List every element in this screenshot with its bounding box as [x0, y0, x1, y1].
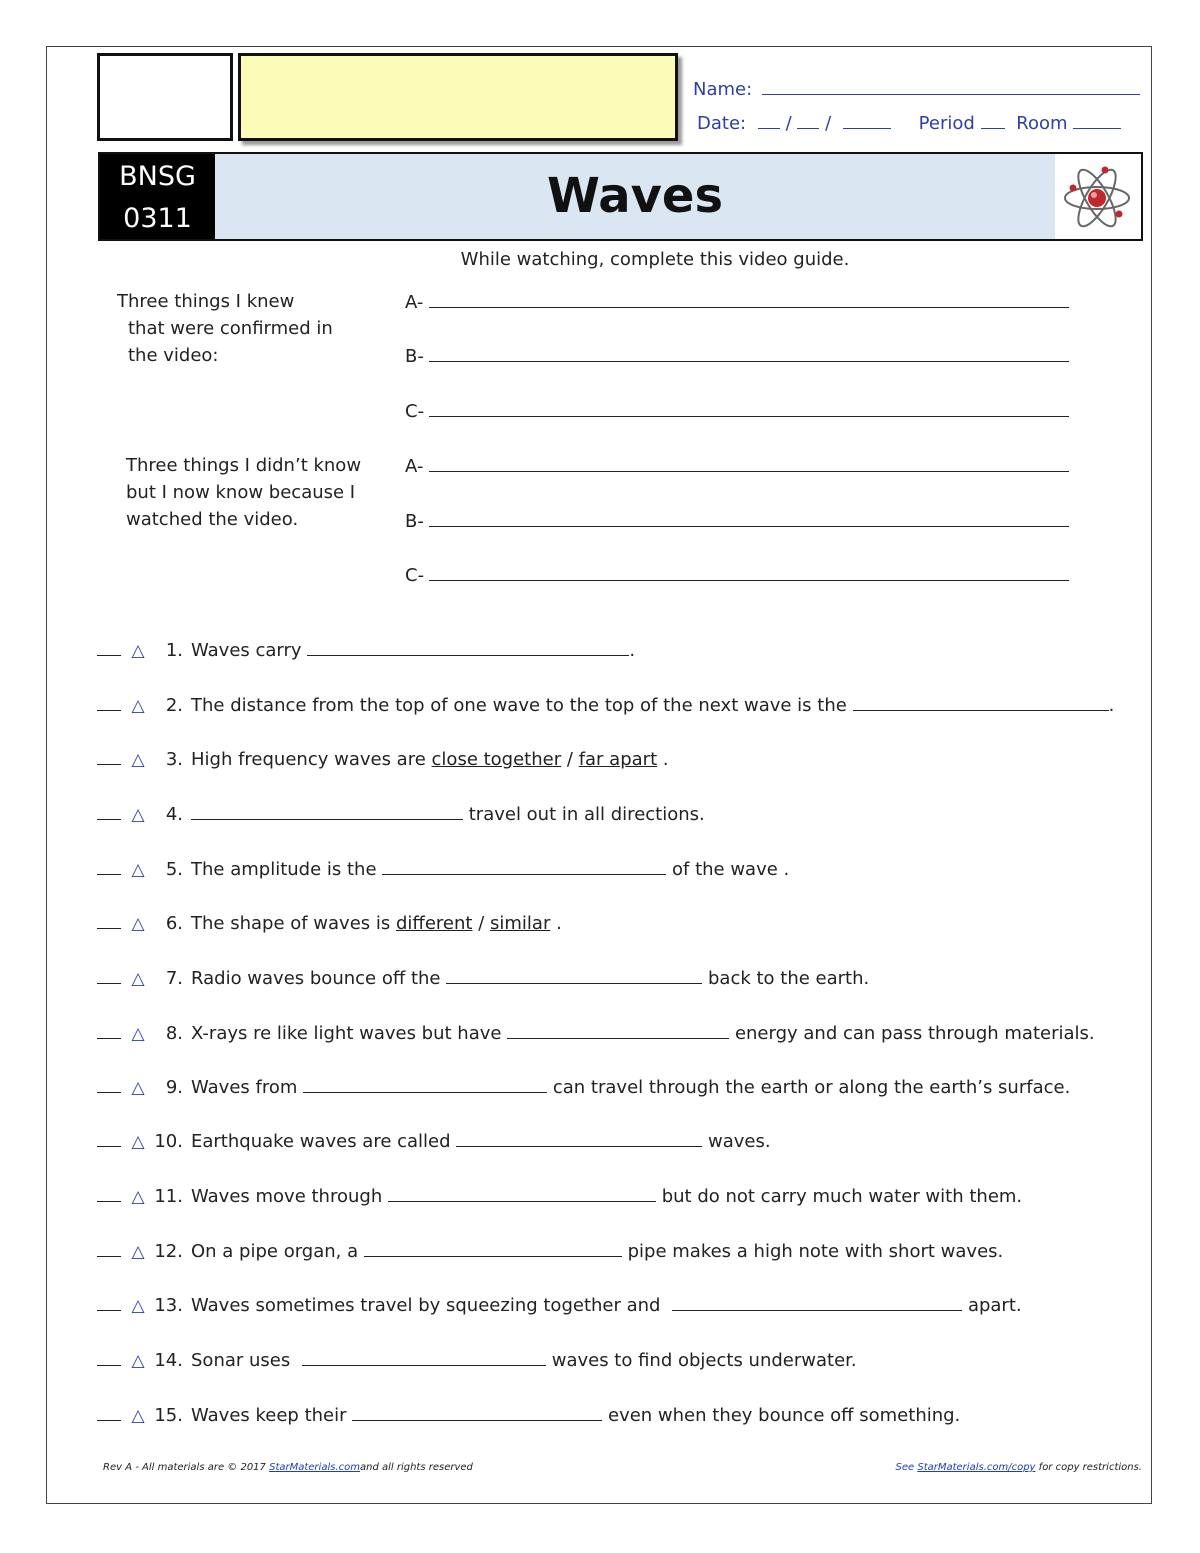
- question-number: 10.: [154, 1131, 183, 1152]
- question-4: [97, 804, 705, 825]
- answer-line[interactable]: [429, 292, 1069, 308]
- didnt-know-prompt: [126, 452, 361, 533]
- atom-box: [1055, 154, 1141, 239]
- didnt-line-1: Three things I didn’t know: [126, 455, 362, 476]
- question-tail: even when they bounce off something.: [608, 1405, 961, 1426]
- answer-label: B-: [405, 346, 424, 367]
- question-2: [97, 695, 1114, 716]
- choice-different[interactable]: different: [396, 913, 473, 934]
- question-number: 5.: [165, 859, 183, 880]
- question-text: The amplitude is the: [191, 859, 377, 880]
- answer-blank[interactable]: [303, 1078, 547, 1093]
- answer-blank[interactable]: [307, 641, 629, 656]
- answer-line[interactable]: [429, 511, 1069, 527]
- triangle-icon: △: [131, 750, 145, 770]
- code-line-1: BNSG: [119, 161, 196, 192]
- footer-copyright: Rev A - All materials are © 2017: [103, 1462, 266, 1473]
- question-tail: waves.: [708, 1131, 771, 1152]
- question-text: The shape of waves is: [191, 913, 391, 934]
- triangle-icon: △: [131, 1242, 145, 1262]
- title-bar: [98, 152, 1143, 241]
- score-blank[interactable]: [97, 1408, 121, 1421]
- triangle-icon: △: [131, 1296, 145, 1316]
- instructions: While watching, complete this video guide.: [460, 249, 850, 270]
- room-label: Room: [1016, 113, 1068, 134]
- question-15: [97, 1405, 960, 1426]
- question-number: 14.: [154, 1350, 183, 1371]
- period-label: Period: [918, 113, 975, 134]
- question-number: 8.: [165, 1023, 183, 1044]
- question-text: X-rays re like light waves but have: [191, 1023, 502, 1044]
- score-blank[interactable]: [97, 698, 121, 711]
- answer-blank[interactable]: [446, 969, 702, 984]
- knew-answer-a[interactable]: [405, 292, 1069, 313]
- question-text: On a pipe organ, a: [191, 1241, 359, 1262]
- triangle-icon: △: [131, 1351, 145, 1371]
- knew-answer-c[interactable]: [405, 401, 1069, 422]
- question-8: [97, 1023, 1095, 1044]
- answer-blank[interactable]: [364, 1242, 622, 1257]
- answer-line[interactable]: [429, 401, 1069, 417]
- score-blank[interactable]: [97, 1080, 121, 1093]
- question-tail: energy and can pass through materials.: [734, 1023, 1095, 1044]
- question-6: [97, 913, 562, 934]
- answer-blank[interactable]: [388, 1187, 656, 1202]
- score-blank[interactable]: [97, 1189, 121, 1202]
- question-tail: .: [662, 749, 669, 770]
- question-number: 15.: [154, 1405, 183, 1426]
- knew-prompt: [117, 288, 333, 369]
- answer-label: A-: [405, 456, 424, 477]
- answer-label: B-: [405, 511, 424, 532]
- footer-rights: and all rights reserved: [359, 1462, 473, 1473]
- question-13: [97, 1295, 1022, 1316]
- choice-similar[interactable]: similar: [490, 913, 551, 934]
- date-row: [697, 112, 1121, 134]
- date-sep-2: /: [825, 113, 832, 134]
- name-highlight-box: [238, 53, 678, 141]
- room-field[interactable]: [1073, 112, 1121, 129]
- question-number: 9.: [165, 1077, 183, 1098]
- answer-label: C-: [405, 565, 425, 586]
- question-text: Waves from: [191, 1077, 298, 1098]
- didnt-line-2: but I now know because I: [126, 482, 356, 503]
- question-tail: pipe makes a high note with short waves.: [627, 1241, 1004, 1262]
- question-5: [97, 859, 789, 880]
- score-blank[interactable]: [97, 971, 121, 984]
- knew-line-2: that were confirmed in: [128, 318, 333, 339]
- triangle-icon: △: [131, 1132, 145, 1152]
- question-12: [97, 1241, 1003, 1262]
- question-3: [97, 749, 669, 770]
- question-number: 12.: [154, 1241, 183, 1262]
- didnt-line-3: watched the video.: [126, 509, 299, 530]
- question-tail: of the wave .: [672, 859, 790, 880]
- question-number: 11.: [154, 1186, 183, 1207]
- question-tail: travel out in all directions.: [468, 804, 705, 825]
- answer-label: A-: [405, 292, 424, 313]
- blank-box: [97, 53, 233, 141]
- answer-line[interactable]: [429, 346, 1069, 362]
- answer-line[interactable]: [429, 456, 1069, 472]
- triangle-icon: △: [131, 914, 145, 934]
- name-field[interactable]: [762, 78, 1140, 95]
- date-sep-1: /: [785, 113, 792, 134]
- footer-restrictions: for copy restrictions.: [1038, 1462, 1142, 1473]
- question-10: [97, 1131, 771, 1152]
- score-blank[interactable]: [97, 807, 121, 820]
- question-tail: .: [629, 640, 636, 661]
- triangle-icon: △: [131, 969, 145, 989]
- question-number: 13.: [154, 1295, 183, 1316]
- date-month-field[interactable]: [758, 112, 780, 129]
- answer-blank[interactable]: [191, 805, 463, 820]
- period-field[interactable]: [981, 112, 1005, 129]
- question-tail: apart.: [967, 1295, 1022, 1316]
- score-blank[interactable]: [97, 752, 121, 765]
- score-blank[interactable]: [97, 1026, 121, 1039]
- triangle-icon: △: [131, 1406, 145, 1426]
- question-number: 3.: [165, 749, 183, 770]
- choice-close-together[interactable]: close together: [431, 749, 562, 770]
- question-text: High frequency waves are: [191, 749, 426, 770]
- atom-icon: [1061, 162, 1133, 234]
- question-text: The distance from the top of one wave to the top of the next wave is the: [191, 695, 847, 716]
- question-tail: waves to find objects underwater.: [551, 1350, 857, 1371]
- question-number: 1.: [165, 640, 183, 661]
- question-1: [97, 640, 635, 661]
- question-11: [97, 1186, 1022, 1207]
- didnt-answer-a[interactable]: [405, 456, 1069, 477]
- answer-blank[interactable]: [382, 860, 666, 875]
- date-label: Date:: [697, 113, 747, 134]
- answer-blank[interactable]: [507, 1024, 729, 1039]
- triangle-icon: △: [131, 860, 145, 880]
- score-blank[interactable]: [97, 916, 121, 929]
- question-text: Sonar uses: [191, 1350, 291, 1371]
- question-text: Waves carry: [191, 640, 302, 661]
- triangle-icon: △: [131, 696, 145, 716]
- footer-link-copy[interactable]: StarMaterials.com/copy: [917, 1462, 1036, 1473]
- score-blank[interactable]: [97, 1298, 121, 1311]
- didnt-answer-c[interactable]: [405, 565, 1069, 586]
- question-tail: back to the earth.: [707, 968, 870, 989]
- knew-line-1: Three things I knew: [117, 291, 295, 312]
- name-label: Name:: [693, 79, 753, 100]
- didnt-answer-b[interactable]: [405, 511, 1069, 532]
- date-year-field[interactable]: [843, 112, 891, 129]
- question-tail: .: [556, 913, 562, 934]
- score-blank[interactable]: [97, 1353, 121, 1366]
- triangle-icon: △: [131, 1078, 145, 1098]
- score-blank[interactable]: [97, 1244, 121, 1257]
- question-tail: .: [1108, 695, 1115, 716]
- triangle-icon: △: [131, 805, 145, 825]
- footer-see: See: [895, 1462, 915, 1473]
- name-row: [693, 78, 1140, 100]
- score-blank[interactable]: [97, 643, 121, 656]
- score-blank[interactable]: [97, 862, 121, 875]
- question-9: [97, 1077, 1070, 1098]
- question-text: Radio waves bounce off the: [191, 968, 441, 989]
- score-blank[interactable]: [97, 1134, 121, 1147]
- question-number: 4.: [165, 804, 183, 825]
- question-number: 2.: [165, 695, 183, 716]
- footer-right: [896, 1462, 1143, 1473]
- code-box: [100, 154, 215, 239]
- triangle-icon: △: [131, 641, 145, 661]
- choice-far-apart[interactable]: far apart: [578, 749, 658, 770]
- question-number: 6.: [165, 913, 183, 934]
- question-text: Waves move through: [191, 1186, 383, 1207]
- answer-label: C-: [405, 401, 425, 422]
- triangle-icon: △: [131, 1024, 145, 1044]
- triangle-icon: △: [131, 1187, 145, 1207]
- question-7: [97, 968, 869, 989]
- footer-left: [103, 1462, 473, 1473]
- knew-answer-b[interactable]: [405, 346, 1069, 367]
- choice-separator: /: [566, 749, 573, 770]
- answer-line[interactable]: [429, 565, 1069, 581]
- choice-separator: /: [478, 913, 485, 934]
- code-line-2: 0311: [123, 203, 192, 234]
- question-text: Waves sometimes travel by squeezing together and: [191, 1295, 661, 1316]
- question-tail: can travel through the earth or along the earth’s surface.: [552, 1077, 1071, 1098]
- knew-line-3: the video:: [128, 345, 219, 366]
- answer-blank[interactable]: [853, 696, 1109, 711]
- question-text: Waves keep their: [191, 1405, 347, 1426]
- page-title: Waves: [546, 168, 724, 224]
- answer-blank[interactable]: [302, 1351, 546, 1366]
- answer-blank[interactable]: [672, 1296, 962, 1311]
- question-tail: but do not carry much water with them.: [661, 1186, 1023, 1207]
- footer-link-starmaterials[interactable]: StarMaterials.com: [269, 1462, 360, 1473]
- question-text: Earthquake waves are called: [191, 1131, 451, 1152]
- answer-blank[interactable]: [352, 1406, 602, 1421]
- answer-blank[interactable]: [456, 1132, 702, 1147]
- question-14: [97, 1350, 857, 1371]
- date-day-field[interactable]: [797, 112, 819, 129]
- question-number: 7.: [165, 968, 183, 989]
